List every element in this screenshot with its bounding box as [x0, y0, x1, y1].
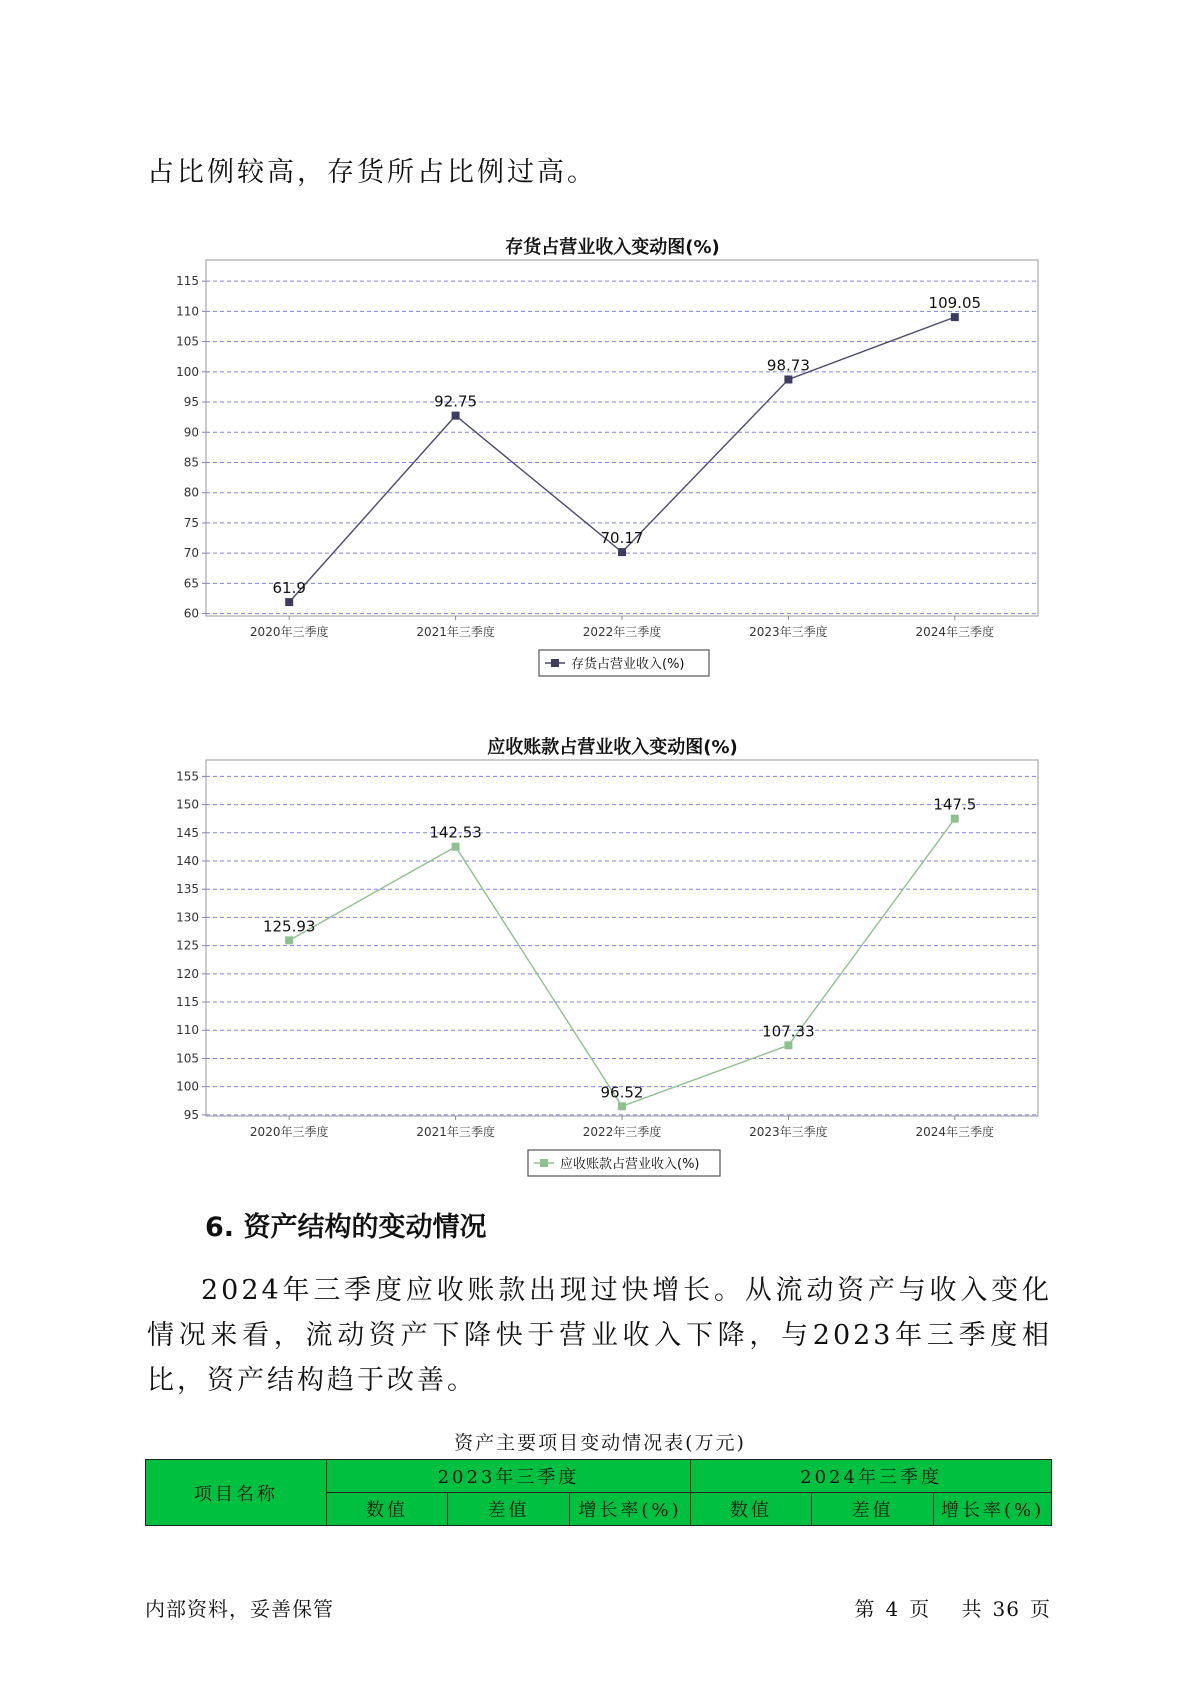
y-tick-label: 130 [176, 910, 199, 925]
inventory-ratio-line-chart [150, 255, 1050, 685]
y-tick-label: 70 [183, 546, 199, 561]
data-point [784, 375, 792, 383]
data-point [452, 843, 460, 851]
y-tick-label: 145 [176, 825, 199, 840]
y-tick-label: 150 [176, 797, 199, 812]
legend-label: 存货占营业收入(%) [571, 657, 685, 672]
table-caption: 资产主要项目变动情况表(万元) [454, 1432, 746, 1454]
total-unit: 页 [1030, 1597, 1051, 1621]
y-tick-label: 75 [183, 515, 199, 530]
y-tick-label: 100 [176, 1079, 199, 1094]
y-tick-label: 110 [176, 1023, 199, 1038]
x-tick-label: 2024年三季度 [915, 625, 995, 639]
y-tick-label: 105 [176, 1051, 199, 1066]
data-label: 147.5 [933, 795, 977, 814]
legend-marker [540, 1159, 548, 1167]
legend-label: 应收账款占营业收入(%) [560, 1157, 700, 1172]
data-label: 107.33 [762, 1022, 815, 1041]
x-tick-label: 2024年三季度 [915, 1125, 995, 1139]
header-2024-value: 数值 [691, 1493, 812, 1526]
y-tick-label: 110 [176, 304, 199, 319]
x-tick-label: 2023年三季度 [749, 625, 828, 639]
data-label: 109.05 [928, 294, 982, 313]
y-tick-label: 80 [183, 485, 199, 500]
data-point [285, 936, 293, 944]
section-heading: 6. 资产结构的变动情况 [205, 1212, 487, 1243]
data-label: 92.75 [434, 392, 478, 411]
header-2024-growth: 增长率(%) [934, 1493, 1052, 1526]
x-tick-label: 2021年三季度 [416, 625, 495, 639]
x-tick-label: 2023年三季度 [749, 1125, 828, 1139]
legend [528, 1150, 720, 1176]
x-tick-label: 2022年三季度 [582, 625, 662, 639]
page-prefix: 第 [854, 1597, 876, 1621]
data-label: 142.53 [429, 823, 482, 842]
y-tick-label: 65 [183, 576, 199, 591]
data-point [285, 598, 293, 606]
y-tick-label: 95 [183, 395, 199, 410]
header-2024: 2024年三季度 [691, 1460, 1052, 1493]
chart1-title: 存货占营业收入变动图(%) [505, 237, 720, 258]
y-tick-label: 100 [176, 364, 199, 379]
plot-area [206, 760, 1038, 1116]
y-tick-label: 140 [176, 853, 199, 868]
plot-area [206, 260, 1038, 616]
total-pages: 36 [992, 1597, 1020, 1621]
footer-confidential: 内部资料，妥善保管 [145, 1597, 334, 1621]
header-2023-value: 数值 [327, 1493, 448, 1526]
page-unit: 页 [909, 1597, 931, 1621]
header-2023: 2023年三季度 [327, 1460, 691, 1493]
y-tick-label: 125 [176, 938, 199, 953]
footer-page-number [844, 1593, 1051, 1622]
page-number: 4 [885, 1597, 900, 1621]
data-point [452, 412, 460, 420]
data-point [951, 313, 959, 321]
header-2024-diff: 差值 [812, 1493, 934, 1526]
y-tick-label: 90 [183, 425, 199, 440]
y-tick-label: 85 [183, 455, 199, 470]
section-paragraph: 2024年三季度应收账款出现过快增长。从流动资产与收入变化情况来看，流动资产下降快于营业收入下降，与2023年三季度相比，资产结构趋于改善。 [147, 1275, 1052, 1396]
header-2023-growth: 增长率(%) [570, 1493, 691, 1526]
intro-text: 占比例较高，存货所占比例过高。 [147, 157, 597, 188]
data-point [784, 1041, 792, 1049]
data-label: 98.73 [766, 356, 810, 375]
y-tick-label: 120 [176, 966, 199, 981]
y-tick-label: 135 [176, 882, 199, 897]
y-tick-label: 60 [183, 606, 199, 621]
y-tick-label: 155 [176, 769, 199, 784]
data-label: 70.17 [600, 529, 644, 548]
data-label: 125.93 [262, 917, 316, 936]
x-tick-label: 2021年三季度 [416, 1125, 495, 1139]
legend-marker [551, 659, 559, 667]
y-tick-label: 95 [183, 1107, 199, 1122]
data-label: 61.9 [272, 579, 306, 598]
data-point [618, 548, 626, 556]
data-point [951, 815, 959, 823]
x-tick-label: 2020年三季度 [249, 1125, 329, 1139]
data-point [618, 1102, 626, 1110]
x-tick-label: 2022年三季度 [582, 1125, 662, 1139]
legend [539, 650, 709, 676]
data-label: 96.52 [600, 1083, 644, 1102]
receivables-ratio-line-chart [150, 755, 1050, 1185]
asset-change-table [145, 1459, 1052, 1526]
y-tick-label: 115 [176, 274, 199, 289]
x-tick-label: 2020年三季度 [249, 625, 329, 639]
header-item-name: 项目名称 [146, 1460, 327, 1526]
y-tick-label: 115 [176, 995, 199, 1010]
y-tick-label: 105 [176, 334, 199, 349]
chart2-title: 应收账款占营业收入变动图(%) [487, 737, 738, 758]
header-2023-diff: 差值 [448, 1493, 570, 1526]
total-prefix: 共 [961, 1597, 983, 1621]
